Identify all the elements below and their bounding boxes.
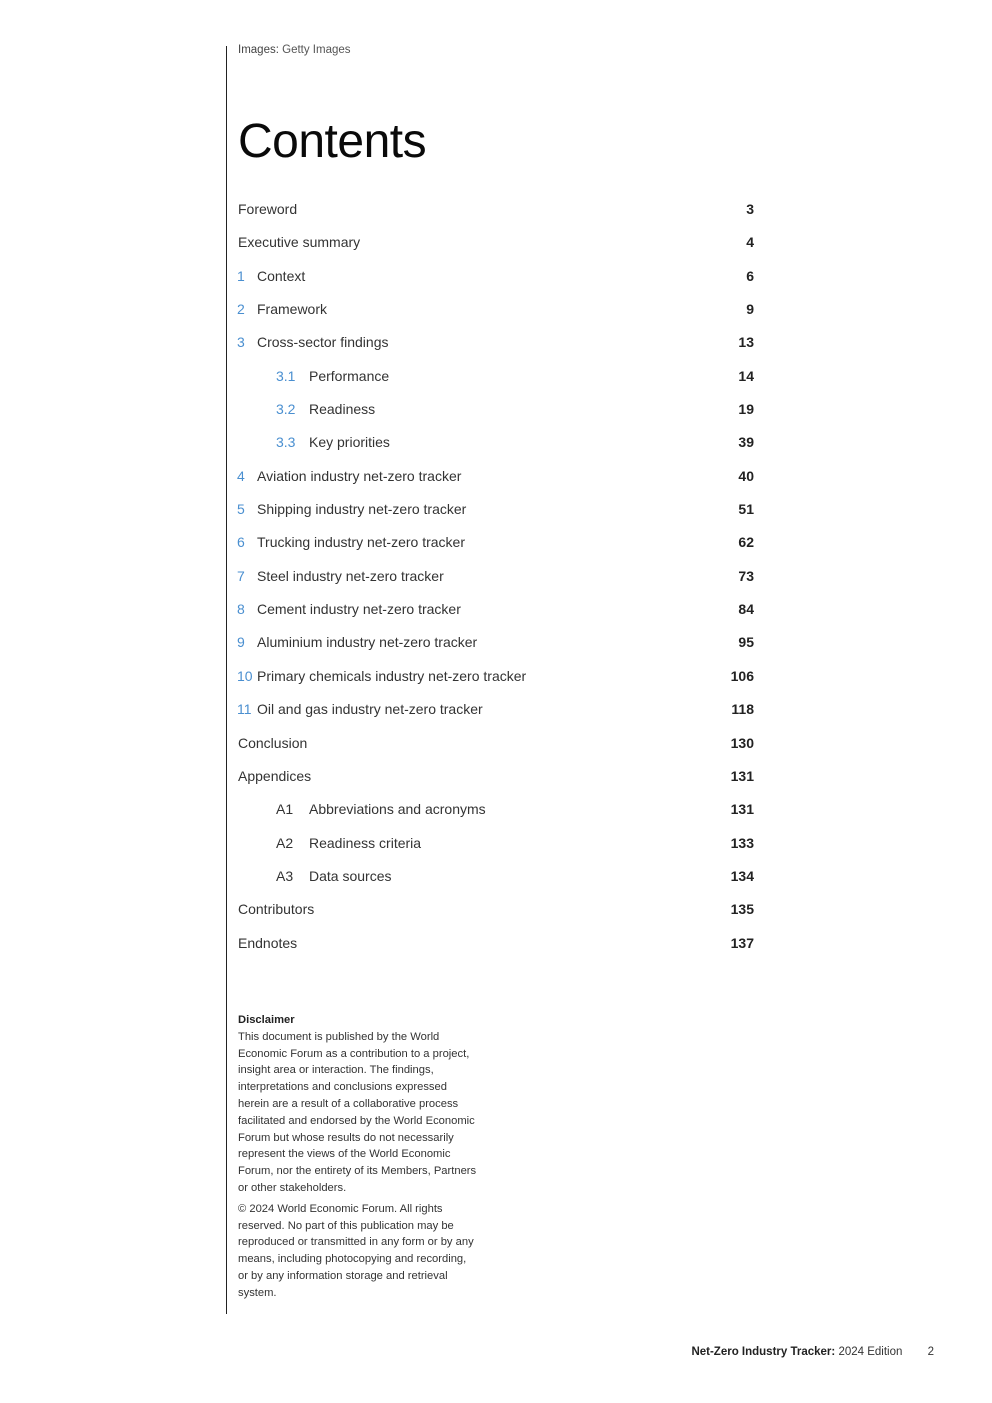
toc-entry-page: 133 <box>730 834 754 851</box>
toc-entry-number: 9 <box>237 634 245 651</box>
toc-entry-number: 7 <box>237 567 245 584</box>
toc-entry-page: 106 <box>730 667 754 684</box>
toc-entry-label: Data sources <box>309 867 392 884</box>
toc-entry-data-sources[interactable] <box>238 860 754 893</box>
toc-entry-number: 8 <box>237 601 245 618</box>
toc-entry-number: 2 <box>237 301 245 318</box>
toc-entry-steel[interactable] <box>238 560 754 593</box>
toc-entry-aviation[interactable] <box>238 460 754 493</box>
page-footer <box>691 1346 934 1358</box>
toc-entry-label: Abbreviations and acronyms <box>309 801 486 818</box>
toc-entry-number: 5 <box>237 501 245 518</box>
toc-entry-number: 3.1 <box>276 367 296 384</box>
footer-edition: 2024 Edition <box>838 1346 903 1358</box>
image-credit-value: Getty Images <box>282 44 351 56</box>
toc-entry-label: Aviation industry net-zero tracker <box>257 467 462 484</box>
toc-entry-page: 39 <box>738 434 754 451</box>
disclaimer-body: This document is published by the World Economic Forum as a contribution to a project, insight area or interaction. The findings, interpretations and conclusions expressed herein are a result of a collaborative process facilitated and endorsed by the World Economic Forum but whose results do not necessarily represent the views of the World Economic Forum, nor the entirety of its Members, Partners or other stakeholders. <box>238 1030 477 1194</box>
toc-entry-page: 51 <box>738 501 754 518</box>
toc-entry-framework[interactable] <box>238 293 754 326</box>
toc-entry-label: Steel industry net-zero tracker <box>257 567 444 584</box>
toc-entry-label: Context <box>257 267 306 284</box>
toc-entry-page: 40 <box>738 467 754 484</box>
toc-entry-foreword[interactable] <box>238 193 754 226</box>
copyright-notice: © 2024 World Economic Forum. All rights reserved. No part of this publication may be reproduced or transmitted in any form or by any means, including photocopying and recording, or by any information storage and retrieval system. <box>238 1202 474 1299</box>
toc-entry-cross-sector-findings[interactable] <box>238 326 754 359</box>
toc-entry-number: A1 <box>276 801 294 818</box>
image-credit <box>238 44 351 56</box>
toc-entry-readiness[interactable] <box>238 393 754 426</box>
margin-rule <box>226 46 227 1314</box>
toc-entry-page: 137 <box>730 934 754 951</box>
toc-entry-readiness-criteria[interactable] <box>238 827 754 860</box>
toc-entry-label: Appendices <box>238 767 312 784</box>
toc-entry-page: 14 <box>738 367 754 384</box>
toc-entry-label: Foreword <box>238 201 298 217</box>
toc-entry-label: Contributors <box>238 901 315 918</box>
toc-entry-label: Performance <box>309 367 390 384</box>
toc-entry-page: 131 <box>730 767 754 784</box>
toc-entry-oil-and-gas[interactable] <box>238 693 754 726</box>
image-credit-label: Images: <box>238 44 279 56</box>
toc-entry-page: 84 <box>738 601 754 618</box>
toc-entry-number: A2 <box>276 834 294 851</box>
toc-entry-label: Framework <box>257 301 328 318</box>
toc-entry-abbreviations[interactable] <box>238 793 754 826</box>
table-of-contents <box>238 193 754 960</box>
toc-entry-page: 3 <box>746 201 754 217</box>
toc-entry-performance[interactable] <box>238 360 754 393</box>
toc-entry-label: Conclusion <box>238 734 308 751</box>
toc-entry-contributors[interactable] <box>238 893 754 926</box>
toc-entry-label: Primary chemicals industry net-zero tracker <box>257 667 527 684</box>
toc-entry-number: 4 <box>237 467 245 484</box>
toc-entry-page: 13 <box>738 334 754 351</box>
toc-entry-number: 10 <box>237 667 253 684</box>
toc-entry-key-priorities[interactable] <box>238 426 754 459</box>
toc-entry-number: A3 <box>276 867 294 884</box>
disclaimer-heading: Disclaimer <box>238 1014 295 1026</box>
page-title: Contents <box>238 115 427 168</box>
toc-entry-label: Shipping industry net-zero tracker <box>257 501 467 518</box>
toc-entry-number: 1 <box>237 267 245 284</box>
toc-entry-page: 135 <box>730 901 754 918</box>
toc-entry-number: 6 <box>237 534 245 551</box>
toc-entry-number: 11 <box>237 701 252 718</box>
toc-entry-label: Executive summary <box>238 234 361 251</box>
toc-entry-page: 62 <box>738 534 754 551</box>
disclaimer-block <box>238 1012 478 1302</box>
footer-title: Net-Zero Industry Tracker: <box>691 1346 836 1358</box>
toc-entry-primary-chemicals[interactable] <box>238 660 754 693</box>
toc-entry-label: Key priorities <box>309 434 390 451</box>
toc-entry-number: 3.2 <box>276 401 296 418</box>
toc-entry-page: 130 <box>730 734 754 751</box>
toc-entry-context[interactable] <box>238 260 754 293</box>
toc-entry-page: 9 <box>746 301 754 318</box>
toc-entry-number: 3.3 <box>276 434 296 451</box>
toc-entry-appendices[interactable] <box>238 760 754 793</box>
toc-entry-number: 3 <box>237 334 245 351</box>
toc-entry-page: 118 <box>731 701 754 718</box>
toc-entry-label: Readiness criteria <box>309 834 422 851</box>
toc-entry-shipping[interactable] <box>238 493 754 526</box>
toc-entry-page: 131 <box>730 801 754 818</box>
toc-entry-label: Trucking industry net-zero tracker <box>257 534 465 551</box>
toc-entry-trucking[interactable] <box>238 526 754 559</box>
toc-entry-page: 4 <box>746 234 754 251</box>
toc-entry-cement[interactable] <box>238 593 754 626</box>
toc-entry-label: Oil and gas industry net-zero tracker <box>257 701 483 718</box>
toc-entry-page: 6 <box>746 267 754 284</box>
toc-entry-label: Aluminium industry net-zero tracker <box>257 634 478 651</box>
toc-entry-page: 95 <box>738 634 754 651</box>
toc-entry-conclusion[interactable] <box>238 727 754 760</box>
toc-entry-label: Readiness <box>309 401 376 418</box>
toc-entry-label: Cement industry net-zero tracker <box>257 601 461 618</box>
toc-entry-label: Cross-sector findings <box>257 334 389 351</box>
toc-entry-page: 73 <box>738 567 754 584</box>
toc-entry-executive-summary[interactable] <box>238 226 754 259</box>
toc-entry-page: 19 <box>738 401 754 418</box>
toc-entry-aluminium[interactable] <box>238 626 754 659</box>
toc-entry-label: Endnotes <box>238 934 298 951</box>
page-number: 2 <box>927 1346 934 1358</box>
toc-entry-page: 134 <box>730 867 754 884</box>
toc-entry-endnotes[interactable] <box>238 927 754 960</box>
